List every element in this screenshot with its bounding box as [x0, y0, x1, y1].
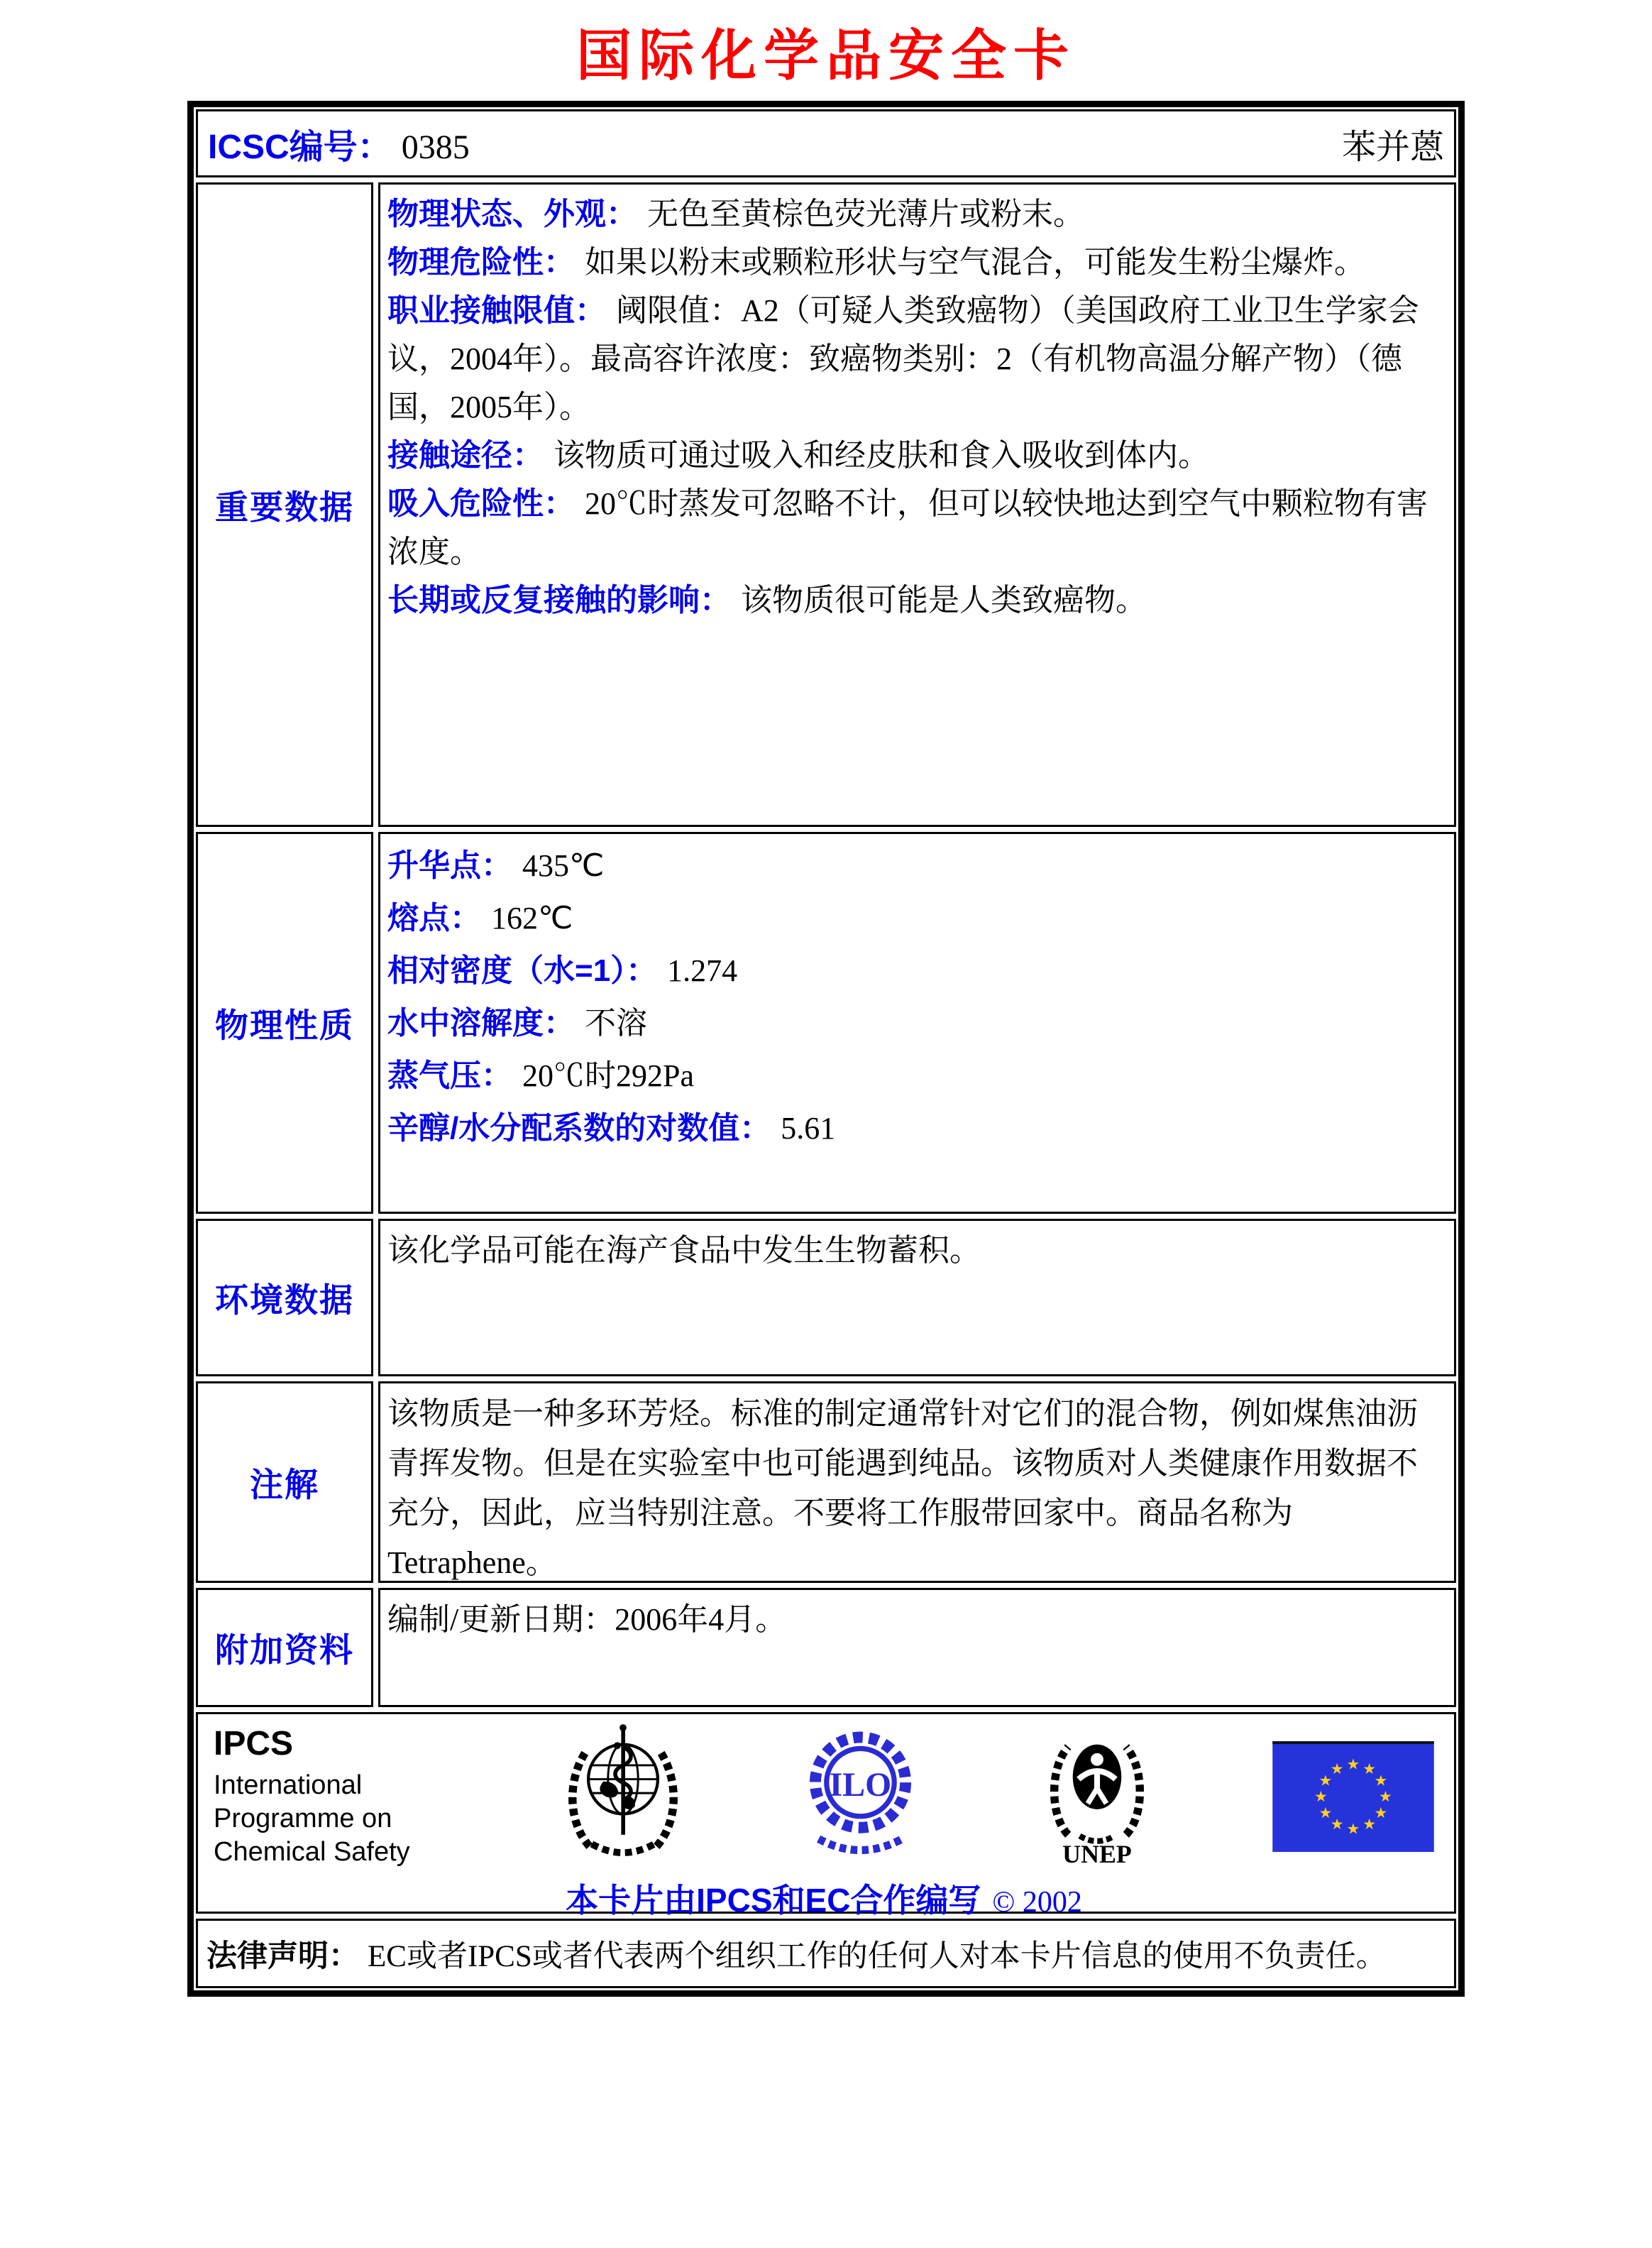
eu-star: ★ — [1362, 1760, 1377, 1777]
copyright-text: © 2002 — [992, 1886, 1082, 1919]
eu-star: ★ — [1346, 1755, 1360, 1773]
section-text: 该化学品可能在海产食品中发生生物蓄积。 — [387, 1233, 981, 1268]
section-label-physical — [196, 832, 373, 1214]
section-text: 编制/更新日期：2006年4月。 — [387, 1602, 787, 1637]
physical-properties-row — [196, 832, 1456, 1214]
section-label-text: 物理性质 — [215, 1006, 354, 1044]
field-value: 该物质可通过吸入和经皮肤和食入吸收到体内。 — [554, 438, 1209, 473]
eu-star: ★ — [1318, 1772, 1333, 1789]
field-label: 熔点： — [387, 901, 481, 936]
who-logo-icon — [559, 1721, 687, 1872]
field-value: 162℃ — [491, 901, 573, 936]
field-value: 1.274 — [667, 953, 738, 988]
chemical-name: 苯并蒽 — [1341, 128, 1444, 166]
notes-row — [196, 1381, 1456, 1583]
field-row — [387, 432, 1441, 480]
header-row — [196, 109, 1456, 177]
field-row — [387, 1050, 1441, 1102]
section-content-additional — [378, 1588, 1456, 1707]
section-label-important — [196, 182, 373, 827]
eu-star: ★ — [1374, 1804, 1388, 1821]
environment-data-row — [196, 1219, 1456, 1376]
section-label-text: 附加资料 — [215, 1630, 354, 1669]
field-row — [387, 480, 1441, 576]
field-row — [387, 840, 1441, 892]
field-row — [387, 892, 1441, 945]
field-value: 无色至黄棕色荧光薄片或粉末。 — [647, 197, 1084, 231]
ipcs-subtitle-line: International — [214, 1770, 363, 1800]
section-label-text: 注解 — [250, 1465, 319, 1503]
eu-star: ★ — [1374, 1772, 1388, 1789]
logo-strip — [214, 1721, 1434, 1872]
ilo-logo-letters: ILO — [829, 1765, 891, 1804]
field-label: 长期或反复接触的影响： — [387, 583, 731, 618]
field-value: 20℃时292Pa — [522, 1058, 694, 1093]
eu-star: ★ — [1330, 1760, 1344, 1777]
field-value: 不溶 — [585, 1006, 647, 1041]
field-row — [387, 576, 1441, 625]
field-label: 吸入危险性： — [387, 486, 575, 521]
section-label-text: 环境数据 — [215, 1281, 354, 1319]
field-row — [387, 287, 1441, 432]
eu-flag-icon — [1272, 1741, 1434, 1852]
field-label: 物理状态、外观： — [387, 197, 637, 231]
header-cell — [196, 109, 1456, 177]
eu-star: ★ — [1362, 1816, 1377, 1833]
field-value: 该物质很可能是人类致癌物。 — [741, 583, 1147, 618]
field-label: 辛醇/水分配系数的对数值： — [387, 1111, 771, 1146]
section-content-environment — [378, 1219, 1456, 1376]
ipcs-subtitle-line: Programme on — [214, 1804, 392, 1833]
logos-cell — [196, 1712, 1456, 1919]
logos-row — [196, 1712, 1456, 1919]
section-label-additional — [196, 1588, 373, 1707]
icsc-number-label: ICSC编号： — [208, 128, 392, 166]
field-label: 水中溶解度： — [387, 1006, 575, 1041]
icsc-number-value: 0385 — [401, 128, 470, 166]
field-value: 5.61 — [781, 1111, 836, 1146]
field-label: 蒸气压： — [387, 1058, 512, 1093]
field-value: 如果以粉末或颗粒形状与空气混合，可能发生粉尘爆炸。 — [585, 245, 1365, 280]
field-row — [387, 190, 1441, 238]
field-label: 物理危险性： — [387, 245, 575, 280]
page-title: 国际化学品安全卡 — [576, 24, 1076, 87]
legal-notice-label: 法律声明： — [206, 1939, 359, 1973]
field-label: 升华点： — [387, 848, 512, 883]
important-data-row — [196, 182, 1456, 827]
field-row — [387, 1102, 1441, 1155]
section-content-physical — [378, 832, 1456, 1214]
section-label-text: 重要数据 — [215, 488, 354, 526]
additional-info-row — [196, 1588, 1456, 1707]
eu-star: ★ — [1379, 1788, 1392, 1805]
unep-logo-letters: UNEP — [1062, 1839, 1133, 1868]
ilo-logo-icon — [798, 1726, 923, 1868]
field-value: 阈限值：A2（可疑人类致癌物）（美国政府工业卫生学家会议，2004年）。最高容许浓度：致癌物类别：2（有机物高温分解产物）（德国，2005年）。 — [387, 293, 1419, 424]
field-label: 职业接触限值： — [387, 293, 606, 328]
credit-text: 本卡片由IPCS和EC合作编写 — [566, 1882, 981, 1919]
eu-star: ★ — [1346, 1820, 1360, 1838]
legal-notice-text: EC或者IPCS或者代表两个组织工作的任何人对本卡片信息的使用不负责任。 — [368, 1939, 1387, 1973]
eu-star: ★ — [1314, 1788, 1328, 1805]
legal-notice-row — [196, 1919, 1456, 1988]
card-table — [187, 101, 1465, 1997]
field-row — [387, 238, 1441, 287]
icsc-number-group — [208, 119, 470, 168]
ipcs-logo-text — [214, 1724, 448, 1869]
field-value: 20℃时蒸发可忽略不计，但可以较快地达到空气中颗粒物有害浓度。 — [387, 486, 1428, 569]
ipcs-title: IPCS — [214, 1725, 294, 1762]
legal-notice-cell — [196, 1919, 1456, 1988]
unep-logo-icon — [1033, 1721, 1161, 1872]
section-label-environment — [196, 1219, 373, 1376]
ipcs-subtitle-line: Chemical Safety — [214, 1837, 410, 1867]
section-text: 该物质是一种多环芳烃。标准的制定通常针对它们的混合物，例如煤焦油沥青挥发物。但是在实验室中也可能遇到纯品。该物质对人类健康作用数据不充分，因此，应当特别注意。不要将工作服带回家中。商品名称为Tetraphene。 — [387, 1396, 1418, 1580]
field-row — [387, 945, 1441, 997]
section-label-notes — [196, 1381, 373, 1583]
section-content-important — [378, 182, 1456, 827]
eu-star: ★ — [1318, 1804, 1333, 1821]
field-row — [387, 997, 1441, 1050]
eu-star: ★ — [1330, 1816, 1344, 1833]
field-label: 相对密度（水=1）： — [387, 953, 658, 988]
field-value: 435℃ — [522, 848, 605, 883]
field-label: 接触途径： — [387, 438, 544, 473]
section-content-notes — [378, 1381, 1456, 1583]
